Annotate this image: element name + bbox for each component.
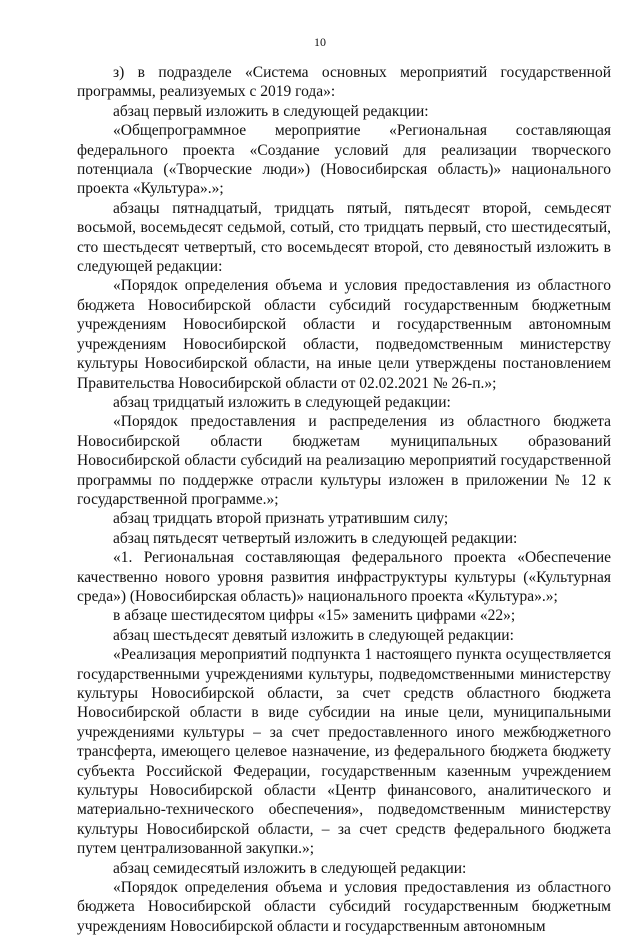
document-body (77, 63, 611, 936)
paragraph: абзац семидесятый изложить в следующей редакции: (113, 859, 467, 877)
paragraph: в абзаце шестидесятом цифры «15» заменить цифрами «22»; (113, 607, 516, 625)
paragraph: з) в подразделе «Система основных мероприятий государственной программы, реализуемых с 2019 года»: (77, 64, 611, 101)
paragraph: «Порядок определения объема и условия предоставления из областного бюджета Новосибирской области субсидий государственным бюджетным учреждениям Новосибирской области и государственным автономным (77, 879, 611, 935)
paragraph: абзац тридцать второй признать утратившим силу; (113, 510, 449, 528)
paragraph: абзац шестьдесят девятый изложить в следующей редакции: (113, 626, 514, 644)
paragraph: абзацы пятнадцатый, тридцать пятый, пятьдесят второй, семьдесят восьмой, восемьдесят седьмой, сотый, сто тридцать первый, сто шестидесятый, сто шестьдесят четвертый, сто восемьдесят второй, сто девяностый изложить в следующей редакции: (77, 199, 611, 276)
page-number: 10 (314, 35, 326, 49)
paragraph: «Порядок предоставления и распределения из областного бюджета Новосибирской области бюджетам муниципальных образований Новосибирской области субсидий на реализацию мероприятий государственной программы по поддержке отрасли культуры изложен в приложении № 12 к государственной программе.»; (77, 413, 611, 508)
paragraph: «Порядок определения объема и условия предоставления из областного бюджета Новосибирской области субсидий государственным бюджетным учреждениям Новосибирской области и государственным автономным учреждениям Новосибирской области, подведомственным министерству культуры Новосибирской области, на иные цели утверждены постановлением Правительства Новосибирской области от 02.02.2021 № 26-п.»; (77, 277, 611, 392)
paragraph: абзац пятьдесят четвертый изложить в следующей редакции: (113, 529, 518, 547)
paragraph: «Общепрограммное мероприятие «Региональная составляющая федерального проекта «Создание условий для реализации творческого потенциала («Творческие люди») (Новосибирская область)» национального проекта «Культура».»; (77, 122, 611, 198)
paragraph: абзац тридцатый изложить в следующей редакции: (113, 393, 451, 411)
paragraph: абзац первый изложить в следующей редакции: (113, 102, 429, 120)
paragraph: «Реализация мероприятий подпункта 1 настоящего пункта осуществляется государственными учреждениями культуры, подведомственными министерству культуры Новосибирской области, за счет средств областного бюджета Новосибирской области в виде субсидии на иные цели, муниципальными учреждениями культуры – за счет предоставленного иного межбюджетного трансферта, имеющего целевое назначение, из федерального бюджета бюджету субъекта Российской Федерации, государственным казенным учреждением культуры Новосибирской области «Центр финансового, аналитического и материально-технического обеспечения», подведомственным министерству культуры Новосибирской области, – за счет средств федерального бюджета путем централизованной закупки.»; (77, 646, 611, 858)
paragraph: «1. Региональная составляющая федерального проекта «Обеспечение качественно нового уровня развития инфраструктуры культуры («Культурная среда») (Новосибирская область)» национального проекта «Культура».»; (77, 549, 611, 605)
